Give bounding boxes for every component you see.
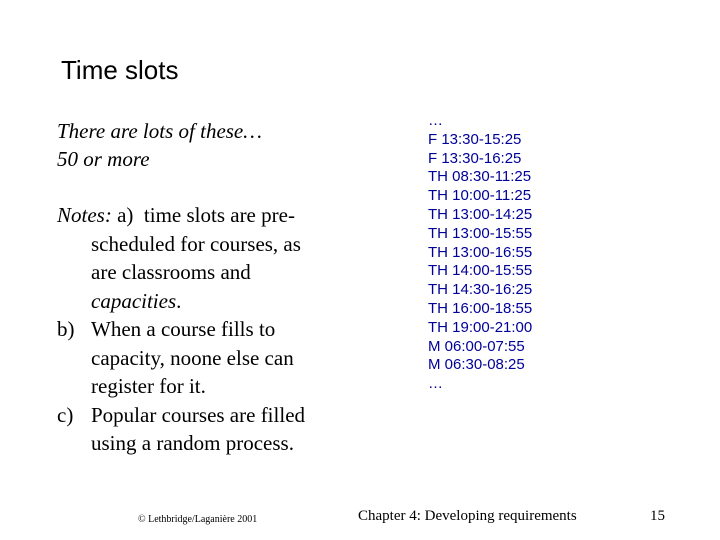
note-c-label: c) <box>57 402 74 427</box>
time-slot-item: TH 14:00-15:55 <box>428 262 533 280</box>
note-b-line: register for it. <box>91 374 206 398</box>
time-slots-list <box>428 112 532 394</box>
time-slot-item: TH 13:00-14:25 <box>428 205 533 223</box>
time-slot-item: M 06:30-08:25 <box>428 356 525 374</box>
note-a-line: are classrooms and <box>91 260 251 284</box>
note-a-italic: capacities <box>91 288 177 313</box>
time-slot-item: TH 13:00-15:55 <box>428 224 533 242</box>
intro-line: 50 or more <box>57 147 150 171</box>
note-b-label: b) <box>57 317 75 341</box>
time-slot-item: M 06:00-07:55 <box>428 337 525 355</box>
note-a-first-line <box>57 201 357 230</box>
note-c-first-line <box>57 401 357 430</box>
time-slot-item: TH 13:00-16:55 <box>428 243 533 261</box>
footer-chapter: Chapter 4: Developing requirements <box>358 508 577 524</box>
note-a-line: scheduled for courses, as <box>91 231 301 256</box>
note-b-line: capacity, noone else can <box>91 345 294 370</box>
slide-title: Time slots <box>61 55 179 85</box>
time-slot-item: F 13:30-15:25 <box>428 130 522 148</box>
note-a-last-line <box>57 287 357 316</box>
notes-label: Notes: <box>57 203 112 227</box>
time-slot-item: TH 19:00-21:00 <box>428 318 533 336</box>
note-a-period: . <box>176 288 182 313</box>
time-slot-item: … <box>428 375 443 393</box>
time-slot-item: TH 14:30-16:25 <box>428 281 533 299</box>
time-slot-item: TH 10:00-11:25 <box>428 187 532 205</box>
time-slot-item: F 13:30-16:25 <box>428 149 522 167</box>
intro-line: There are lots of these… <box>57 119 262 143</box>
note-b-first-line <box>57 315 357 344</box>
time-slot-item: … <box>428 112 443 129</box>
note-c-line: using a random process. <box>91 431 294 455</box>
note-a-line: time slots are pre- <box>143 203 295 227</box>
notes-block <box>57 201 357 458</box>
intro-text <box>57 117 262 173</box>
note-b-line: When a course fills to <box>91 317 276 341</box>
copyright-text: © Lethbridge/Laganière 2001 <box>138 514 258 525</box>
note-a-label: a) <box>117 203 134 227</box>
page-number: 15 <box>650 508 665 524</box>
time-slot-item: TH 16:00-18:55 <box>428 299 533 317</box>
time-slot-item: TH 08:30-11:25 <box>428 168 532 186</box>
note-c-line: Popular courses are filled <box>91 402 306 427</box>
